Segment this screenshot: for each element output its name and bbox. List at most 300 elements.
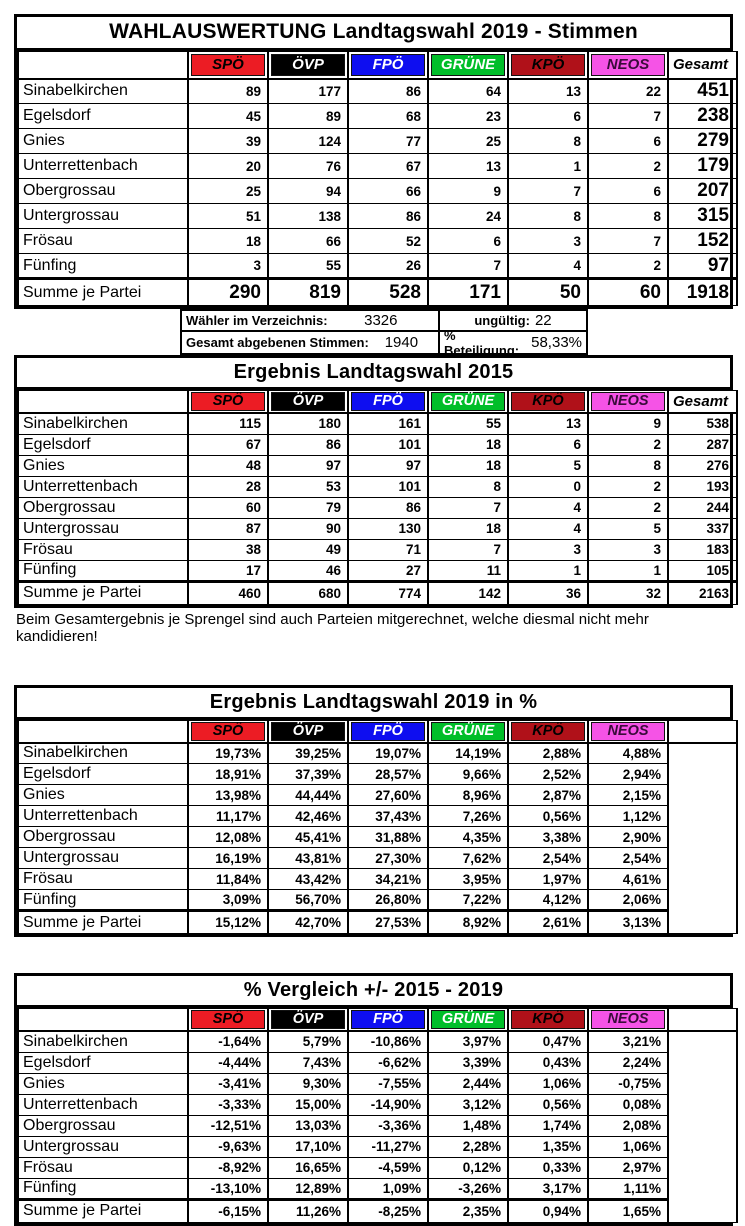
value-cell: 0,56% <box>508 1094 588 1115</box>
row-label: Egelsdorf <box>18 764 188 785</box>
row-label: Gnies <box>18 1073 188 1094</box>
value-cell: 19,07% <box>348 743 428 764</box>
party-header-cell <box>348 1009 428 1032</box>
empty-column <box>668 1031 737 1222</box>
value-cell: 8,96% <box>428 785 508 806</box>
party-chip: SPÖ <box>191 392 265 411</box>
value-cell: -4,59% <box>348 1157 428 1178</box>
value-cell: -11,27% <box>348 1136 428 1157</box>
value-cell: 90 <box>268 518 348 539</box>
table-row <box>18 806 737 827</box>
table-row <box>18 1073 737 1094</box>
sum-row-label: Summe je Partei <box>18 911 188 934</box>
total-cell: 193 <box>668 476 737 497</box>
value-cell: 55 <box>268 254 348 279</box>
value-cell: 86 <box>268 434 348 455</box>
value-cell: 6 <box>428 229 508 254</box>
value-cell: 13 <box>428 154 508 179</box>
value-cell: 0,56% <box>508 806 588 827</box>
table-row <box>18 518 737 539</box>
table-row <box>18 1178 737 1199</box>
value-cell: 7 <box>588 229 668 254</box>
value-cell: 2,08% <box>588 1115 668 1136</box>
value-cell: 2,06% <box>588 890 668 911</box>
row-label: Sinabelkirchen <box>18 1031 188 1052</box>
value-cell: 20 <box>188 154 268 179</box>
value-cell: 2,90% <box>588 827 668 848</box>
party-header-cell <box>428 52 508 79</box>
sum-value-cell: -8,25% <box>348 1199 428 1222</box>
value-cell: 28 <box>188 476 268 497</box>
row-label: Fünfing <box>18 254 188 279</box>
value-cell: 9,66% <box>428 764 508 785</box>
party-header-cell <box>348 391 428 414</box>
value-cell: 89 <box>188 79 268 104</box>
value-cell: 5 <box>508 455 588 476</box>
value-cell: 25 <box>428 129 508 154</box>
turnout-value: 58,33% <box>531 334 582 351</box>
footnote: Beim Gesamtergebnis je Sprengel sind auch Parteien mitgerechnet, welche diesmal nicht mehr kandidieren! <box>16 610 649 645</box>
value-cell: -14,90% <box>348 1094 428 1115</box>
value-cell: 12,08% <box>188 827 268 848</box>
party-header-cell <box>188 52 268 79</box>
table-title: Ergebnis Landtagswahl 2019 in % <box>17 688 730 720</box>
total-votes-label: Gesamt abgebenen Stimmen: <box>186 335 369 350</box>
value-cell: -12,51% <box>188 1115 268 1136</box>
value-cell: 77 <box>348 129 428 154</box>
table-row <box>18 129 737 154</box>
value-cell: 1 <box>508 560 588 581</box>
value-cell: 7,43% <box>268 1052 348 1073</box>
value-cell: 124 <box>268 129 348 154</box>
row-label: Obergrossau <box>18 1115 188 1136</box>
party-header-cell <box>348 720 428 743</box>
sum-value-cell: 27,53% <box>348 911 428 934</box>
value-cell: 0,47% <box>508 1031 588 1052</box>
value-cell: 1 <box>508 154 588 179</box>
party-header-cell <box>428 1009 508 1032</box>
value-cell: 115 <box>188 413 268 434</box>
value-cell: -3,33% <box>188 1094 268 1115</box>
empty-corner-cell <box>18 720 188 743</box>
table-row <box>18 497 737 518</box>
voters-registered-value: 3326 <box>364 312 398 329</box>
sum-value-cell: 460 <box>188 581 268 604</box>
value-cell: 18 <box>188 229 268 254</box>
row-label: Frösau <box>18 229 188 254</box>
value-cell: 0,33% <box>508 1157 588 1178</box>
value-cell: 161 <box>348 413 428 434</box>
value-cell: 31,88% <box>348 827 428 848</box>
results-table <box>17 720 738 935</box>
party-header-row <box>18 720 737 743</box>
row-label: Frösau <box>18 869 188 890</box>
value-cell: 3 <box>588 539 668 560</box>
row-label: Frösau <box>18 1157 188 1178</box>
value-cell: 3,21% <box>588 1031 668 1052</box>
sum-row <box>18 279 737 306</box>
value-cell: 25 <box>188 179 268 204</box>
party-chip: ÖVP <box>271 722 345 741</box>
table-title: WAHLAUSWERTUNG Landtagswahl 2019 - Stimmen <box>17 17 730 51</box>
party-chip: FPÖ <box>351 54 425 76</box>
value-cell: 1,12% <box>588 806 668 827</box>
total-cell: 105 <box>668 560 737 581</box>
value-cell: 66 <box>268 229 348 254</box>
party-chip: GRÜNE <box>431 722 505 741</box>
row-label: Gnies <box>18 129 188 154</box>
value-cell: 4,88% <box>588 743 668 764</box>
value-cell: 4,35% <box>428 827 508 848</box>
row-label: Fünfing <box>18 560 188 581</box>
total-cell: 244 <box>668 497 737 518</box>
table-row <box>18 869 737 890</box>
value-cell: 37,43% <box>348 806 428 827</box>
value-cell: 6 <box>588 179 668 204</box>
value-cell: 0,12% <box>428 1157 508 1178</box>
value-cell: 37,39% <box>268 764 348 785</box>
value-cell: 9 <box>428 179 508 204</box>
value-cell: 7,22% <box>428 890 508 911</box>
value-cell: 7,26% <box>428 806 508 827</box>
row-label: Untergrossau <box>18 1136 188 1157</box>
sum-value-cell: 1,65% <box>588 1199 668 1222</box>
voters-registered-label: Wähler im Verzeichnis: <box>186 313 328 328</box>
table-row <box>18 104 737 129</box>
sum-value-cell: 32 <box>588 581 668 604</box>
value-cell: 3,09% <box>188 890 268 911</box>
value-cell: 28,57% <box>348 764 428 785</box>
value-cell: 4,61% <box>588 869 668 890</box>
row-label: Untergrossau <box>18 848 188 869</box>
value-cell: 2,24% <box>588 1052 668 1073</box>
party-header-cell <box>188 720 268 743</box>
party-chip: KPÖ <box>511 722 585 741</box>
total-votes-cell <box>182 332 440 353</box>
value-cell: 24 <box>428 204 508 229</box>
total-cell: 152 <box>668 229 737 254</box>
value-cell: 60 <box>188 497 268 518</box>
table-2015-ergebnis <box>14 355 733 608</box>
party-chip: GRÜNE <box>431 1010 505 1029</box>
party-chip: SPÖ <box>191 54 265 76</box>
value-cell: 42,46% <box>268 806 348 827</box>
party-chip: FPÖ <box>351 722 425 741</box>
value-cell: 2,44% <box>428 1073 508 1094</box>
value-cell: 4 <box>508 518 588 539</box>
table-row <box>18 476 737 497</box>
spacer <box>14 937 733 973</box>
table-diff-2015-2019 <box>14 973 733 1226</box>
gesamt-header: Gesamt <box>668 391 737 414</box>
row-label: Gnies <box>18 785 188 806</box>
value-cell: 18 <box>428 455 508 476</box>
value-cell: 67 <box>348 154 428 179</box>
row-label: Obergrossau <box>18 827 188 848</box>
value-cell: 23 <box>428 104 508 129</box>
value-cell: -3,36% <box>348 1115 428 1136</box>
table-row <box>18 1115 737 1136</box>
table-row <box>18 743 737 764</box>
party-header-cell <box>508 1009 588 1032</box>
table-title: % Vergleich +/- 2015 - 2019 <box>17 976 730 1008</box>
value-cell: -1,64% <box>188 1031 268 1052</box>
sum-row <box>18 581 737 604</box>
value-cell: 0,08% <box>588 1094 668 1115</box>
value-cell: 5,79% <box>268 1031 348 1052</box>
value-cell: 6 <box>508 434 588 455</box>
value-cell: 27 <box>348 560 428 581</box>
value-cell: 97 <box>268 455 348 476</box>
sum-value-cell: 60 <box>588 279 668 306</box>
value-cell: 51 <box>188 204 268 229</box>
value-cell: 38 <box>188 539 268 560</box>
value-cell: 2,15% <box>588 785 668 806</box>
table-row <box>18 413 737 434</box>
party-header-cell <box>348 52 428 79</box>
sum-value-cell: 171 <box>428 279 508 306</box>
party-header-cell <box>588 720 668 743</box>
value-cell: 16,19% <box>188 848 268 869</box>
value-cell: 101 <box>348 476 428 497</box>
value-cell: 1,06% <box>588 1136 668 1157</box>
value-cell: 45 <box>188 104 268 129</box>
party-chip: FPÖ <box>351 392 425 411</box>
value-cell: -9,63% <box>188 1136 268 1157</box>
value-cell: 48 <box>188 455 268 476</box>
value-cell: 86 <box>348 79 428 104</box>
row-label: Unterrettenbach <box>18 476 188 497</box>
party-header-cell <box>508 52 588 79</box>
party-chip: KPÖ <box>511 54 585 76</box>
value-cell: 2,28% <box>428 1136 508 1157</box>
value-cell: 2 <box>588 254 668 279</box>
total-cell: 315 <box>668 204 737 229</box>
party-header-row <box>18 1009 737 1032</box>
sum-value-cell: 290 <box>188 279 268 306</box>
value-cell: 1,74% <box>508 1115 588 1136</box>
table-row <box>18 1031 737 1052</box>
total-cell: 238 <box>668 104 737 129</box>
party-header-cell <box>508 720 588 743</box>
sum-value-cell: 2,61% <box>508 911 588 934</box>
value-cell: 45,41% <box>268 827 348 848</box>
value-cell: 1 <box>588 560 668 581</box>
value-cell: 87 <box>188 518 268 539</box>
value-cell: 6 <box>588 129 668 154</box>
party-header-cell <box>588 391 668 414</box>
value-cell: 2 <box>588 434 668 455</box>
value-cell: 8 <box>588 204 668 229</box>
value-cell: 17 <box>188 560 268 581</box>
table-row <box>18 560 737 581</box>
value-cell: 26,80% <box>348 890 428 911</box>
party-header-cell <box>268 52 348 79</box>
table-2019-stimmen <box>14 14 733 309</box>
sum-value-cell: 42,70% <box>268 911 348 934</box>
value-cell: 180 <box>268 413 348 434</box>
value-cell: 27,60% <box>348 785 428 806</box>
sum-value-cell: 3,13% <box>588 911 668 934</box>
value-cell: 13,03% <box>268 1115 348 1136</box>
table-row <box>18 204 737 229</box>
table-row <box>18 827 737 848</box>
sum-value-cell: 528 <box>348 279 428 306</box>
party-chip: FPÖ <box>351 1010 425 1029</box>
sum-row-label: Summe je Partei <box>18 1199 188 1222</box>
value-cell: 2,88% <box>508 743 588 764</box>
value-cell: 76 <box>268 154 348 179</box>
value-cell: 67 <box>188 434 268 455</box>
value-cell: 52 <box>348 229 428 254</box>
value-cell: 19,73% <box>188 743 268 764</box>
party-chip: ÖVP <box>271 54 345 76</box>
turnout-label: % Beteiligung: <box>444 327 520 358</box>
sum-total-cell: 2163 <box>668 581 737 604</box>
value-cell: 8 <box>588 455 668 476</box>
value-cell: 101 <box>348 434 428 455</box>
value-cell: 39,25% <box>268 743 348 764</box>
total-cell: 337 <box>668 518 737 539</box>
table-row <box>18 539 737 560</box>
value-cell: 7 <box>428 254 508 279</box>
table-row <box>18 890 737 911</box>
value-cell: 4,12% <box>508 890 588 911</box>
value-cell: 55 <box>428 413 508 434</box>
party-chip: NEOS <box>591 54 665 76</box>
value-cell: -7,55% <box>348 1073 428 1094</box>
turnout-cell <box>440 327 586 358</box>
value-cell: 4 <box>508 254 588 279</box>
gesamt-header: Gesamt <box>668 52 737 79</box>
sum-row-label: Summe je Partei <box>18 581 188 604</box>
value-cell: 68 <box>348 104 428 129</box>
row-label: Egelsdorf <box>18 104 188 129</box>
value-cell: 2 <box>588 154 668 179</box>
value-cell: 7 <box>588 104 668 129</box>
invalid-votes-value: 22 <box>534 312 552 329</box>
value-cell: 27,30% <box>348 848 428 869</box>
party-header-cell <box>268 391 348 414</box>
party-chip: NEOS <box>591 1010 665 1029</box>
value-cell: 8 <box>508 129 588 154</box>
value-cell: 26 <box>348 254 428 279</box>
empty-header-cell <box>668 720 737 743</box>
table-row <box>18 1136 737 1157</box>
row-label: Unterrettenbach <box>18 154 188 179</box>
table-title: Ergebnis Landtagswahl 2015 <box>17 358 730 390</box>
sum-row <box>18 1199 737 1222</box>
row-label: Untergrossau <box>18 204 188 229</box>
sum-value-cell: 0,94% <box>508 1199 588 1222</box>
party-chip: NEOS <box>591 392 665 411</box>
value-cell: -8,92% <box>188 1157 268 1178</box>
value-cell: 3,17% <box>508 1178 588 1199</box>
party-header-row <box>18 391 737 414</box>
party-header-cell <box>428 720 508 743</box>
party-chip: GRÜNE <box>431 54 505 76</box>
value-cell: 7 <box>508 179 588 204</box>
table-row <box>18 254 737 279</box>
party-chip: ÖVP <box>271 392 345 411</box>
value-cell: 9 <box>588 413 668 434</box>
value-cell: 8 <box>428 476 508 497</box>
value-cell: 7,62% <box>428 848 508 869</box>
value-cell: 86 <box>348 497 428 518</box>
value-cell: 3,12% <box>428 1094 508 1115</box>
row-label: Untergrossau <box>18 518 188 539</box>
total-cell: 276 <box>668 455 737 476</box>
sum-row <box>18 911 737 934</box>
row-label: Unterrettenbach <box>18 1094 188 1115</box>
value-cell: 2,87% <box>508 785 588 806</box>
value-cell: -4,44% <box>188 1052 268 1073</box>
value-cell: 3,39% <box>428 1052 508 1073</box>
value-cell: -3,26% <box>428 1178 508 1199</box>
table-row <box>18 764 737 785</box>
party-header-cell <box>508 391 588 414</box>
value-cell: 11,84% <box>188 869 268 890</box>
value-cell: 130 <box>348 518 428 539</box>
total-cell: 97 <box>668 254 737 279</box>
party-chip: KPÖ <box>511 392 585 411</box>
table-row <box>18 229 737 254</box>
table-row <box>18 1157 737 1178</box>
table-row <box>18 434 737 455</box>
row-label: Sinabelkirchen <box>18 79 188 104</box>
sum-value-cell: 142 <box>428 581 508 604</box>
results-table <box>17 51 738 306</box>
value-cell: 49 <box>268 539 348 560</box>
party-header-cell <box>588 52 668 79</box>
value-cell: -13,10% <box>188 1178 268 1199</box>
value-cell: 3,38% <box>508 827 588 848</box>
value-cell: 7 <box>428 539 508 560</box>
value-cell: 3,95% <box>428 869 508 890</box>
sum-value-cell: 680 <box>268 581 348 604</box>
value-cell: 22 <box>588 79 668 104</box>
sum-value-cell: 50 <box>508 279 588 306</box>
value-cell: 13 <box>508 79 588 104</box>
value-cell: 2,97% <box>588 1157 668 1178</box>
party-chip: NEOS <box>591 722 665 741</box>
value-cell: 138 <box>268 204 348 229</box>
sum-value-cell: 36 <box>508 581 588 604</box>
value-cell: 53 <box>268 476 348 497</box>
row-label: Fünfing <box>18 1178 188 1199</box>
value-cell: -10,86% <box>348 1031 428 1052</box>
table-row <box>18 79 737 104</box>
row-label: Gnies <box>18 455 188 476</box>
value-cell: 2 <box>588 476 668 497</box>
invalid-votes-label: ungültig: <box>474 313 530 328</box>
value-cell: 3 <box>508 539 588 560</box>
value-cell: 44,44% <box>268 785 348 806</box>
value-cell: 8 <box>508 204 588 229</box>
row-label: Obergrossau <box>18 497 188 518</box>
table-row <box>18 785 737 806</box>
summary-box <box>180 309 588 358</box>
value-cell: 43,81% <box>268 848 348 869</box>
value-cell: 13,98% <box>188 785 268 806</box>
value-cell: -0,75% <box>588 1073 668 1094</box>
row-label: Sinabelkirchen <box>18 743 188 764</box>
value-cell: 3 <box>188 254 268 279</box>
value-cell: 94 <box>268 179 348 204</box>
value-cell: 1,35% <box>508 1136 588 1157</box>
value-cell: 89 <box>268 104 348 129</box>
empty-column <box>668 743 737 934</box>
